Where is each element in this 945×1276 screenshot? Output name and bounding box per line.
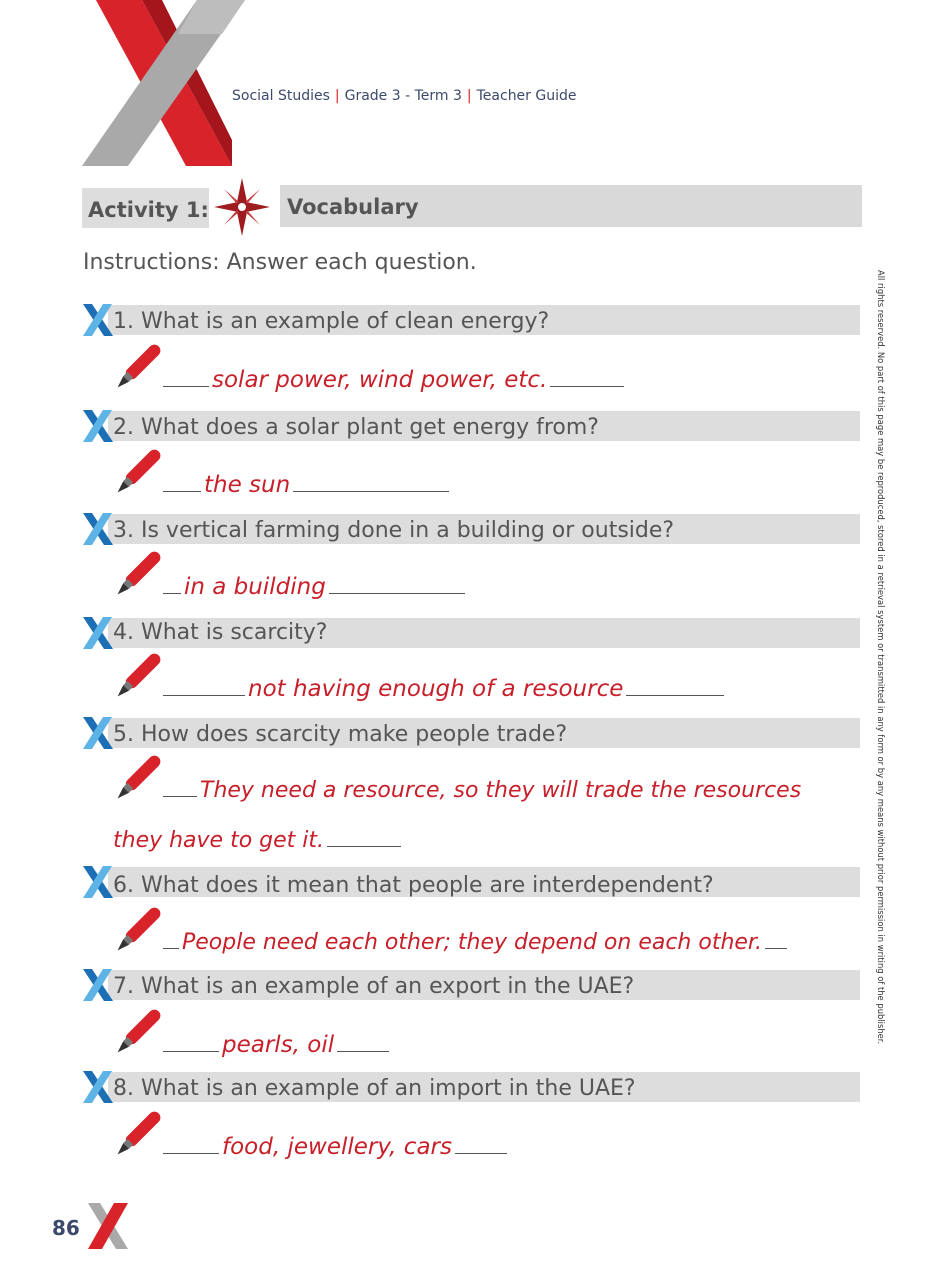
answer-line (160, 1034, 392, 1057)
header-grade: Grade 3 - Term 3 (344, 88, 462, 104)
copyright-text: All rights reserved. No part of this page may be reproduced, stored in a retrieval system or transmitted in any form or by any means without prior permission in writing of the publisher. (876, 270, 886, 1045)
question-text: 3. Is vertical farming done in a building or outside? (113, 518, 675, 543)
pen-icon (110, 343, 162, 395)
x-bullet-icon (83, 1071, 113, 1103)
x-bullet-icon (83, 304, 113, 336)
x-bullet-icon (83, 513, 113, 545)
pen-icon (110, 550, 162, 602)
question-text: 2. What does a solar plant get energy from? (113, 415, 599, 440)
question-text: 8. What is an example of an import in the UAE? (113, 1076, 636, 1101)
pen-icon (110, 652, 162, 704)
answer-text: They need a resource, so they will trade the resources (200, 778, 802, 803)
question-text: 7. What is an example of an export in the UAE? (113, 974, 635, 999)
x-bullet-icon (83, 717, 113, 749)
x-bullet-icon (83, 969, 113, 1001)
pen-icon (110, 906, 162, 958)
brand-x-logo (82, 0, 252, 166)
pen-icon (110, 1110, 162, 1162)
question-text: 4. What is scarcity? (113, 620, 328, 645)
pen-icon (110, 1008, 162, 1060)
activity-label: Activity 1: (88, 198, 209, 222)
header-breadcrumb: Social Studies | Grade 3 - Term 3 | Teacher Guide (232, 88, 577, 104)
page-number: 86 (52, 1216, 80, 1240)
answer-text: not having enough of a resource (248, 676, 624, 702)
instructions-text: Instructions: Answer each question. (83, 250, 477, 275)
question-text: 1. What is an example of clean energy? (113, 309, 550, 334)
vocabulary-title: Vocabulary (287, 195, 419, 219)
answer-text-continued: they have to get it. (113, 828, 325, 853)
x-bullet-icon (83, 617, 113, 649)
answer-text: in a building (184, 574, 326, 600)
compass-rose-icon (214, 178, 270, 236)
header-guide: Teacher Guide (476, 88, 577, 104)
pen-icon (110, 754, 162, 806)
answer-text: food, jewellery, cars (222, 1134, 452, 1160)
answer-text: People need each other; they depend on each other. (182, 930, 762, 955)
x-bullet-icon (83, 410, 113, 442)
answer-text: pearls, oil (222, 1032, 335, 1058)
pen-icon (110, 448, 162, 500)
answer-line (160, 1136, 510, 1159)
answer-line (160, 780, 801, 802)
question-text: 5. How does scarcity make people trade? (113, 722, 568, 747)
copyright-notice (872, 270, 886, 1045)
answer-line (160, 678, 727, 701)
answer-text: solar power, wind power, etc. (212, 367, 548, 393)
footer-x-logo (86, 1203, 130, 1249)
answer-text: the sun (204, 472, 291, 498)
header-subject: Social Studies (232, 88, 330, 104)
answer-line-continued (113, 830, 404, 852)
answer-line (160, 369, 627, 392)
answer-line (160, 474, 452, 497)
question-text: 6. What does it mean that people are interdependent? (113, 873, 714, 898)
answer-line (160, 932, 790, 954)
x-bullet-icon (83, 866, 113, 898)
answer-line (160, 576, 468, 599)
